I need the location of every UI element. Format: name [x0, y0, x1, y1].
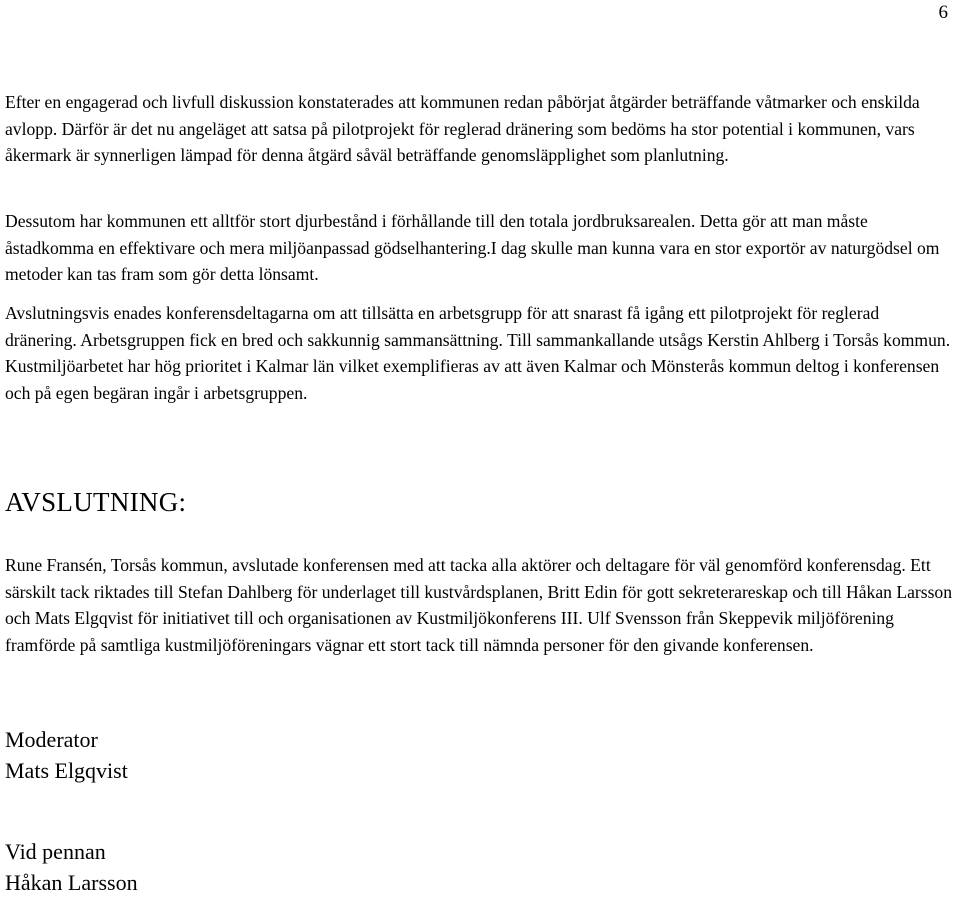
signature-role: Vid pennan [5, 839, 106, 864]
signature-secretary [5, 836, 138, 898]
signature-role: Moderator [5, 727, 98, 752]
signature-moderator [5, 724, 128, 786]
signature-name: Mats Elgqvist [5, 758, 128, 783]
signature-name: Håkan Larsson [5, 870, 138, 895]
paragraph-closing: Rune Fransén, Torsås kommun, avslutade konferensen med att tacka alla aktörer och deltagare för väl genomförd konferensdag. Ett särskilt tack riktades till Stefan Dahlberg för underlaget till kustvårdsplanen, Britt Edin för gott sekreterareskap och till Håkan Larsson och Mats Elgqvist för initiativet till och organisationen av Kustmiljökonferens III. Ulf Svensson från Skeppevik miljöförening framförde på samtliga kustmiljöföreningars vägnar ett stort tack till nämnda personer för den givande konferensen. [5, 555, 953, 655]
section-heading: AVSLUTNING: [5, 487, 187, 517]
page-number: 6 [938, 2, 948, 23]
paragraph-working-group: Avslutningsvis enades konferensdeltagarna om att tillsätta en arbetsgrupp för att snarast få igång ett pilotprojekt för reglerad dränering. Arbetsgruppen fick en bred och sakkunnig sammansättning. Till sammankallande utsågs Kerstin Ahlberg i Torsås kommun. Kustmiljöarbetet har hög prioritet i Kalmar län vilket exemplifieras av att även Kalmar och Mönsterås kommun deltog i konferensen och på egen begäran ingår i arbetsgruppen. [5, 303, 951, 403]
paragraph-discussion: Efter en engagerad och livfull diskussion konstaterades att kommunen redan påbörjat åtgärder beträffande våtmarker och enskilda avlopp. Därför är det nu angeläget att satsa på pilotprojekt för reglerad dränering som bedöms ha stor potential i kommunen, vars åkermark är synnerligen lämpad för denna åtgärd såväl beträffande genomsläpplighet som planlutning. [5, 92, 920, 165]
paragraph-livestock: Dessutom har kommunen ett alltför stort djurbestånd i förhållande till den totala jordbruksarealen. Detta gör att man måste åstadkomma en effektivare och mera miljöanpassad gödselhantering.I dag skulle man kunna vara en stor exportör av naturgödsel om metoder kan tas fram som gör detta lönsamt. [5, 211, 940, 284]
